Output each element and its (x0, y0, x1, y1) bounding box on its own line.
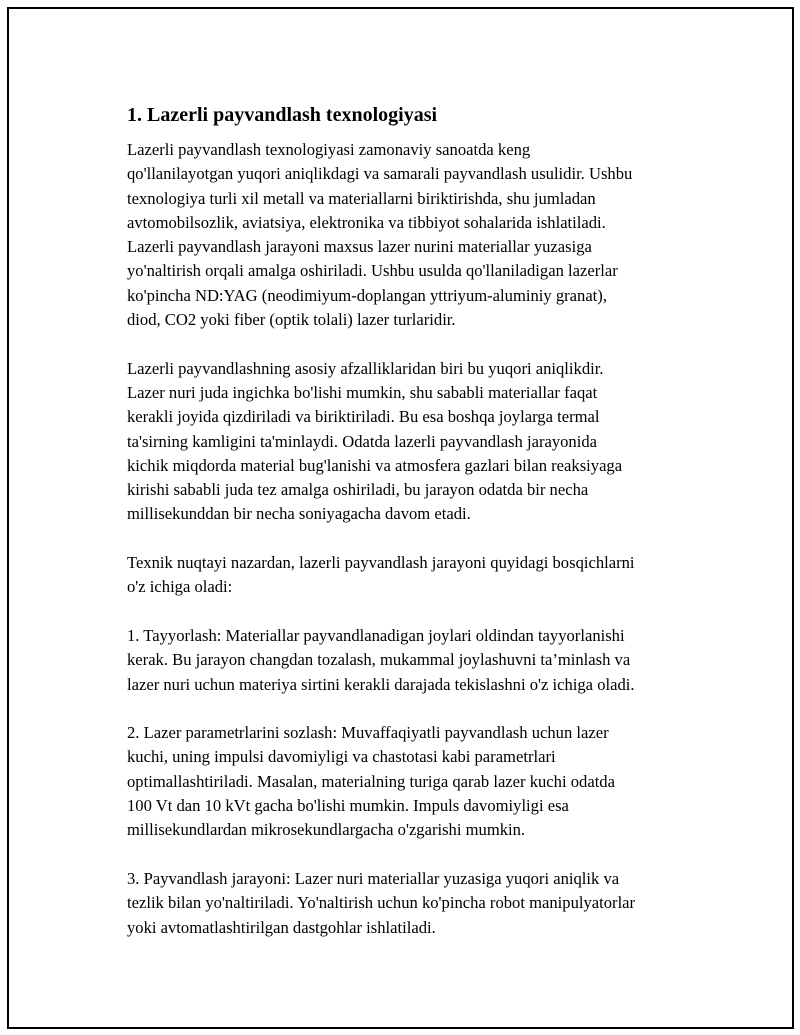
text-line: Lazer nuri juda ingichka bo'lishi mumkin, shu sababli materiallar faqat (127, 382, 598, 402)
paragraph-stages-intro (127, 551, 717, 600)
text-line: ta'sirning kamligini ta'minlaydi. Odatda lazerli payvandlash jarayonida (127, 431, 598, 451)
text-line: Texnik nuqtayi nazardan, lazerli payvandlash jarayoni quyidagi bosqichlarni (127, 553, 635, 573)
text-line: kirishi sababli juda tez amalga oshiriladi, bu jarayon odatda bir necha (127, 480, 589, 500)
text-line: millisekundlardan mikrosekundlargacha o'zgarishi mumkin. (127, 820, 526, 840)
text-line: Lazerli payvandlash texnologiyasi zamonaviy sanoatda keng (127, 140, 531, 159)
text-line: millisekunddan bir necha soniyagacha davom etadi. (127, 504, 471, 524)
document-body (127, 102, 717, 964)
paragraph-step-3 (127, 867, 717, 940)
text-line: 3. Payvandlash jarayoni: Lazer nuri materiallar yuzasiga yuqori aniqlik va (127, 868, 620, 888)
paragraph-step-1 (127, 624, 717, 697)
text-line: Lazerli payvandlashning asosiy afzalliklaridan biri bu yuqori aniqlikdir. (127, 358, 604, 378)
text-line: yoki avtomatlashtirilgan dastgohlar ishlatiladi. (127, 917, 436, 937)
page-frame (7, 7, 794, 1029)
text-line: 100 Vt dan 10 kVt gacha bo'lishi mumkin. Impuls davomiyligi esa (127, 796, 569, 816)
text-line: tezlik bilan yo'naltiriladi. Yo'naltirish uchun ko'pincha robot manipulyatorlar (127, 893, 636, 913)
text-line: 2. Lazer parametrlarini sozlash: Muvaffaqiyatli payvandlash uchun lazer (127, 723, 609, 743)
text-line: 1. Tayyorlash: Materiallar payvandlanadigan joylari oldindan tayyorlanishi (127, 625, 625, 645)
text-line: ko'pincha ND:YAG (neodimiyum-doplangan yttriyum-aluminiy granat), (127, 285, 607, 305)
paragraph-step-2 (127, 721, 717, 842)
text-line: diod, CO2 yoki fiber (optik tolali) lazer turlaridir. (127, 310, 456, 330)
text-line: o'z ichiga oladi: (127, 577, 233, 597)
text-line: qo'llanilayotgan yuqori aniqlikdagi va samarali payvandlash usulidir. Ushbu (127, 164, 633, 184)
text-line: kuchi, uning impulsi davomiyligi va chastotasi kabi parametrlari (127, 747, 556, 767)
text-line: lazer nuri uchun materiya sirtini kerakli darajada tekislashni o'z ichiga oladi. (127, 674, 635, 694)
text-line: Lazerli payvandlash jarayoni maxsus lazer nurini materiallar yuzasiga (127, 237, 592, 257)
text-line: kerak. Bu jarayon changdan tozalash, mukammal joylashuvni ta’minlash va (127, 650, 631, 670)
text-line: kerakli joyida qizdiriladi va biriktiriladi. Bu esa boshqa joylarga termal (127, 407, 600, 427)
text-line: texnologiya turli xil metall va materiallarni biriktirishda, shu jumladan (127, 188, 596, 208)
paragraph-advantages (127, 357, 717, 527)
text-line: kichik miqdorda material bug'lanishi va atmosfera gazlari bilan reaksiyaga (127, 455, 623, 475)
section-heading: 1. Lazerli payvandlash texnologiyasi (127, 104, 438, 126)
text-line: optimallashtiriladi. Masalan, materialning turiga qarab lazer kuchi odatda (127, 771, 615, 791)
text-line: yo'naltirish orqali amalga oshiriladi. Ushbu usulda qo'llaniladigan lazerlar (127, 261, 618, 281)
paragraph-intro (127, 138, 717, 332)
text-line: avtomobilsozlik, aviatsiya, elektronika va tibbiyot sohalarida ishlatiladi. (127, 212, 606, 232)
